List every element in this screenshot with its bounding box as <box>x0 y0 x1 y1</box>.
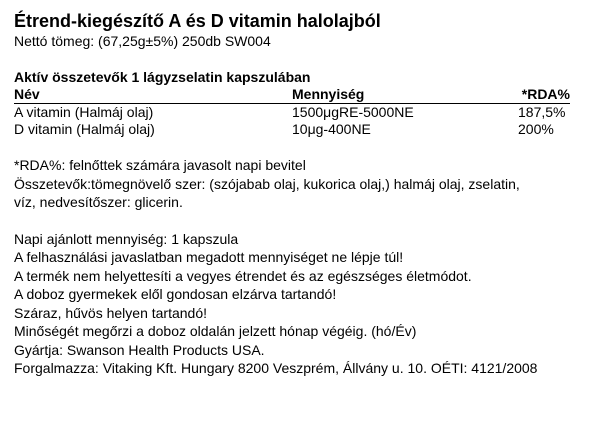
ingredients-heading: Aktív összetevők 1 lágyzselatin kapszulában <box>14 69 311 85</box>
rda-note: *RDA%: felnőttek számára javasolt napi bevitel <box>14 157 306 173</box>
instruction-line: A doboz gyermekek elől gondosan elzárva tartandó! <box>14 286 337 302</box>
instruction-line: Minőségét megőrzi a doboz oldalán jelzett hónap végéig. (hó/Év) <box>14 323 417 339</box>
net-weight: Nettó tömeg: (67,25g±5%) 250db SW004 <box>14 33 271 49</box>
instruction-line: Száraz, hűvös helyen tartandó! <box>14 304 208 321</box>
column-header-name: Név <box>14 86 292 104</box>
manufacturer-line: Gyártja: Swanson Health Products USA. <box>14 341 265 358</box>
instruction-line: Napi ajánlott mennyiség: 1 kapszula <box>14 230 239 247</box>
composition-text: Összetevők:tömegnövelő szer: (szójabab olaj, kukorica olaj,) halmáj olaj, zselatin, víz, nedvesítőszer: glicerin. <box>14 175 520 210</box>
ingredient-amount: 10μg-400NE <box>292 121 371 137</box>
table-row <box>14 121 570 138</box>
ingredients-table <box>14 86 570 138</box>
spacer <box>14 138 586 156</box>
spacer <box>14 212 586 230</box>
product-label <box>14 10 586 378</box>
ingredient-rda: 200% <box>518 121 554 137</box>
table-row <box>14 104 570 122</box>
instruction-line: A termék nem helyettesíti a vegyes étrendet és az egészséges életmódot. <box>14 267 472 284</box>
spacer <box>14 50 586 68</box>
column-header-rda: *RDA% <box>518 86 570 104</box>
table-header-row <box>14 86 570 104</box>
ingredient-name: D vitamin (Halmáj olaj) <box>14 121 155 137</box>
product-title: Étrend-kiegészítő A és D vitamin halolajból <box>14 11 381 31</box>
distributor-line: Forgalmazza: Vitaking Kft. Hungary 8200 Veszprém, Állvány u. 10. OÉTI: 4121/2008 <box>14 360 538 376</box>
ingredient-amount: 1500μgRE-5000NE <box>292 104 414 120</box>
ingredient-name: A vitamin (Halmáj olaj) <box>14 104 154 120</box>
column-header-amount: Mennyiség <box>292 86 518 104</box>
instruction-line: A felhasználási javaslatban megadott mennyiséget ne lépje túl! <box>14 249 404 265</box>
ingredient-rda: 187,5% <box>518 104 566 120</box>
